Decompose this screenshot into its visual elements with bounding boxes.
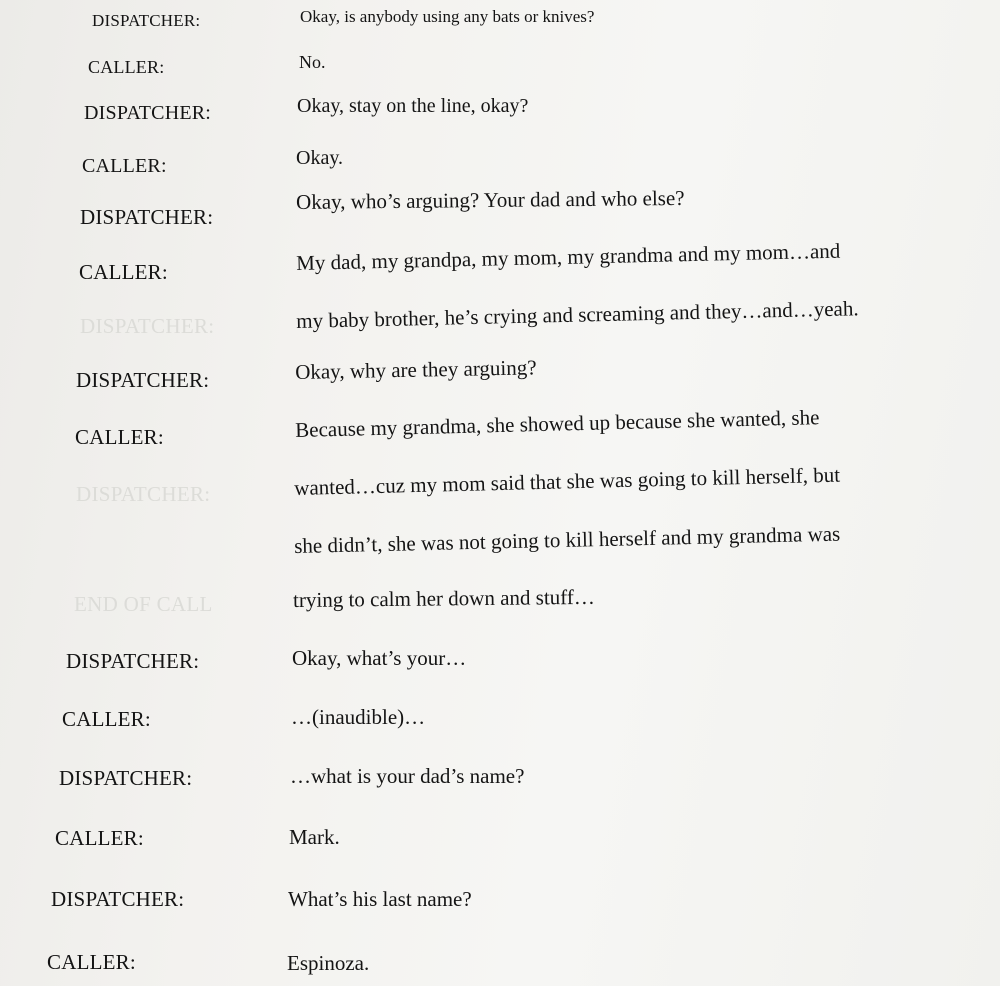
speaker-label: CALLER: [62,707,151,731]
transcript-text: Okay, what’s your… [292,646,467,670]
transcript-text: my baby brother, he’s crying and screaming and they…and…yeah. [295,296,859,333]
speaker-label: CALLER: [75,425,164,449]
transcript-text: …(inaudible)… [291,705,426,729]
transcript-text: Okay, stay on the line, okay? [297,95,529,117]
speaker-label: DISPATCHER: [51,887,185,911]
transcript-text: trying to calm her down and stuff… [292,584,595,612]
speaker-label: DISPATCHER: [92,11,201,30]
transcript-text: Espinoza. [287,951,370,975]
show-through-text: DISPATCHER: [76,482,211,506]
speaker-label: CALLER: [82,155,167,177]
speaker-label: DISPATCHER: [59,766,193,790]
speaker-label: CALLER: [88,57,165,77]
transcript-text: wanted…cuz my mom said that she was going to kill herself, but [293,462,841,500]
transcript-text: she didn’t, she was not going to kill herself and my grandma was [293,521,841,558]
transcript-text: Okay, why are they arguing? [294,355,537,384]
transcript-text: Okay, who’s arguing? Your dad and who else? [295,185,685,214]
transcript-text: …what is your dad’s name? [290,764,525,788]
show-through-text: END OF CALL [74,592,213,616]
transcript-text: Okay. [296,147,344,169]
speaker-label: DISPATCHER: [84,102,212,124]
speaker-label: CALLER: [47,950,136,974]
transcript-text: Because my grandma, she showed up because she wanted, she [294,405,820,442]
show-through-text: DISPATCHER: [80,314,215,338]
speaker-label: DISPATCHER: [76,368,210,392]
speaker-label: CALLER: [55,826,144,850]
speaker-label: CALLER: [79,260,168,284]
transcript-text: Okay, is anybody using any bats or knives? [300,7,595,26]
transcript-text: My dad, my grandpa, my mom, my grandma and my mom…and [295,238,841,275]
transcript-text: What’s his last name? [288,887,472,911]
speaker-label: DISPATCHER: [80,205,214,229]
speaker-label: DISPATCHER: [66,649,200,673]
transcript-text: No. [299,52,326,72]
transcript-text: Mark. [289,825,340,849]
